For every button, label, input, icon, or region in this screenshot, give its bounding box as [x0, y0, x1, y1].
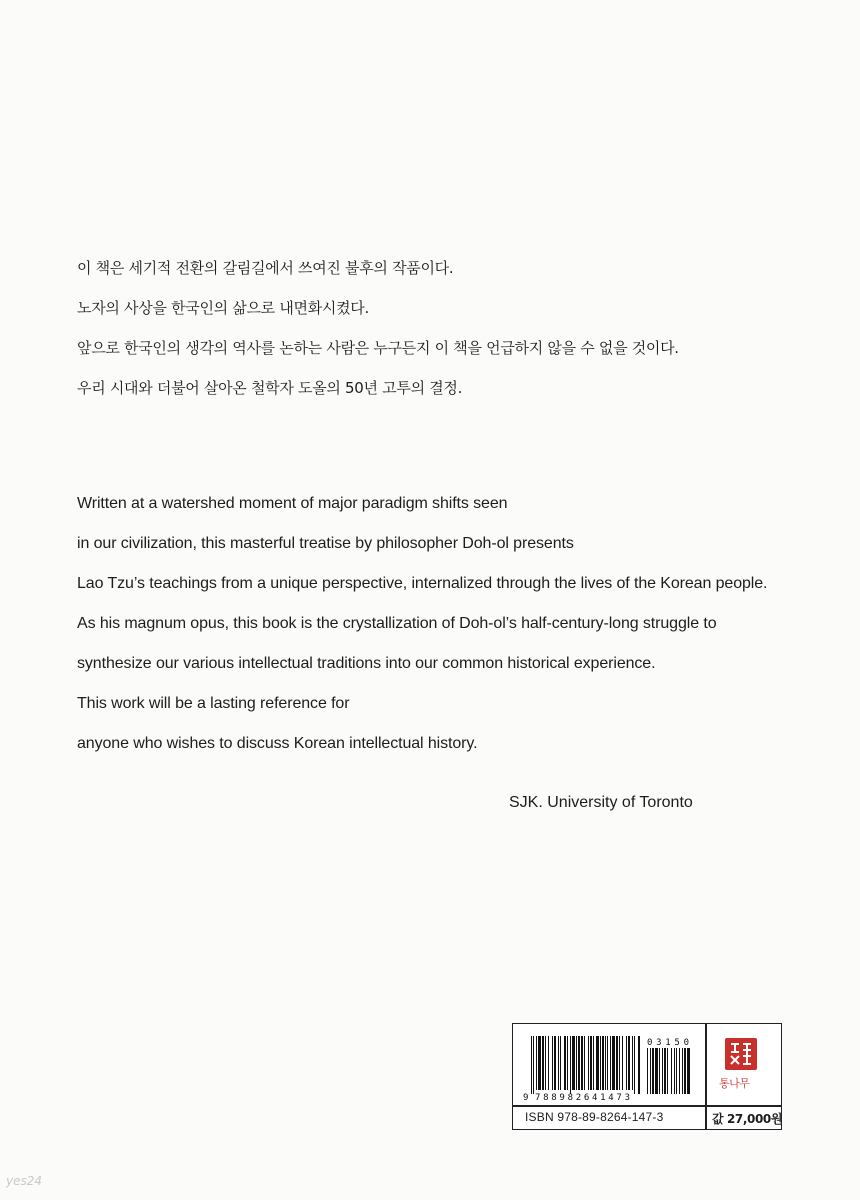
english-line-5: synthesize our various intellectual traditions into our common historical experience. — [77, 655, 656, 672]
barcode-bar — [622, 1036, 623, 1090]
barcode-bar — [542, 1036, 544, 1090]
barcode-image — [521, 1034, 701, 1102]
english-line-4: As his magnum opus, this book is the crystallization of Doh-ol’s half-century-long struggle to — [77, 615, 717, 632]
isbn-number: ISBN 978-89-8264-147-3 — [525, 1110, 664, 1124]
barcode-bar — [596, 1036, 599, 1090]
barcode-bar — [558, 1036, 559, 1090]
barcode-addon-bar — [662, 1048, 663, 1094]
barcode-bar — [600, 1036, 601, 1090]
barcode-bar — [612, 1036, 615, 1090]
english-line-3: Lao Tzu’s teachings from a unique perspective, internalized through the lives of the Korean people. — [77, 575, 768, 592]
barcode-addon-bar — [671, 1048, 672, 1094]
barcode-bar — [531, 1036, 532, 1094]
barcode-left-digit: 9 — [523, 1093, 529, 1102]
barcode-bar — [538, 1036, 541, 1090]
barcode-bar — [533, 1036, 534, 1094]
barcode-bar — [638, 1036, 640, 1094]
isbn-barcode-box — [512, 1023, 782, 1130]
barcode-addon-bar — [664, 1048, 666, 1094]
barcode-bar — [576, 1036, 577, 1090]
barcode-bar — [619, 1036, 620, 1090]
korean-line-4: 우리 시대와 더불어 살아온 철학자 도올의 50년 고투의 결정. — [77, 379, 463, 397]
barcode-addon-bar — [659, 1048, 660, 1094]
barcode-bar — [536, 1036, 537, 1090]
korean-line-2: 노자의 사상을 한국인의 삶으로 내면화시켰다. — [77, 299, 369, 317]
watermark-text: yes24 — [6, 1174, 43, 1188]
barcode-bar — [607, 1036, 608, 1090]
barcode-addon-digits: 03150 — [647, 1038, 689, 1048]
english-line-7: anyone who wishes to discuss Korean intellectual history. — [77, 735, 478, 752]
barcode-addon-bar — [679, 1048, 680, 1094]
barcode-bar — [552, 1036, 553, 1090]
barcode-main-digits: 788982641473 — [535, 1093, 630, 1102]
isbn-box-divider-vertical — [705, 1024, 707, 1129]
barcode-addon-bar — [667, 1048, 668, 1094]
price-label: 값 27,000원 — [712, 1112, 783, 1126]
barcode-bar — [554, 1036, 556, 1090]
barcode-bar — [616, 1036, 618, 1090]
english-line-6: This work will be a lasting reference for — [77, 695, 350, 712]
barcode-addon-bar — [650, 1048, 651, 1094]
barcode-addon-bar — [652, 1048, 654, 1094]
barcode-bar — [634, 1036, 635, 1094]
barcode-bar — [588, 1036, 589, 1090]
barcode-addon-bar — [687, 1048, 690, 1094]
english-line-2: in our civilization, this masterful treatise by philosopher Doh-ol presents — [77, 535, 574, 552]
barcode-bar — [628, 1036, 630, 1090]
english-line-1: Written at a watershed moment of major paradigm shifts seen — [77, 495, 508, 512]
barcode-bar — [548, 1036, 549, 1090]
barcode-bar — [560, 1036, 561, 1090]
korean-line-1: 이 책은 세기적 전환의 갈림길에서 쓰여진 불후의 작품이다. — [77, 259, 454, 277]
barcode-addon-bar — [655, 1048, 658, 1094]
barcode-bar — [610, 1036, 611, 1090]
barcode-bar — [632, 1036, 633, 1090]
barcode-addon-bar — [684, 1048, 686, 1094]
barcode-bar — [545, 1036, 546, 1090]
korean-line-3: 앞으로 한국인의 생각의 역사를 논하는 사람은 누구든지 이 책을 언급하지 않을 수 없을 것이다. — [77, 339, 679, 357]
barcode-bar — [581, 1036, 583, 1090]
barcode-bar — [626, 1036, 627, 1090]
barcode-bar — [564, 1036, 566, 1090]
barcode-bar — [590, 1036, 592, 1090]
barcode-addon-bar — [676, 1048, 677, 1094]
isbn-box-divider-horizontal — [513, 1105, 781, 1107]
publisher-name: 통나무 — [719, 1077, 750, 1090]
barcode-addon-bar — [682, 1048, 683, 1094]
barcode-bar — [570, 1036, 571, 1094]
barcode-bar — [593, 1036, 594, 1090]
attribution: SJK. University of Toronto — [509, 794, 693, 811]
korean-blurb — [77, 258, 797, 418]
barcode-bar — [602, 1036, 604, 1090]
barcode-bar — [578, 1036, 580, 1090]
english-blurb — [77, 494, 817, 774]
publisher-seal-icon — [725, 1038, 757, 1070]
barcode-bar — [584, 1036, 585, 1090]
barcode-addon-bar — [674, 1048, 675, 1094]
barcode-bar — [572, 1036, 575, 1090]
barcode-bar — [567, 1036, 568, 1090]
barcode-bar — [605, 1036, 606, 1090]
barcode-addon-bar — [647, 1048, 648, 1094]
